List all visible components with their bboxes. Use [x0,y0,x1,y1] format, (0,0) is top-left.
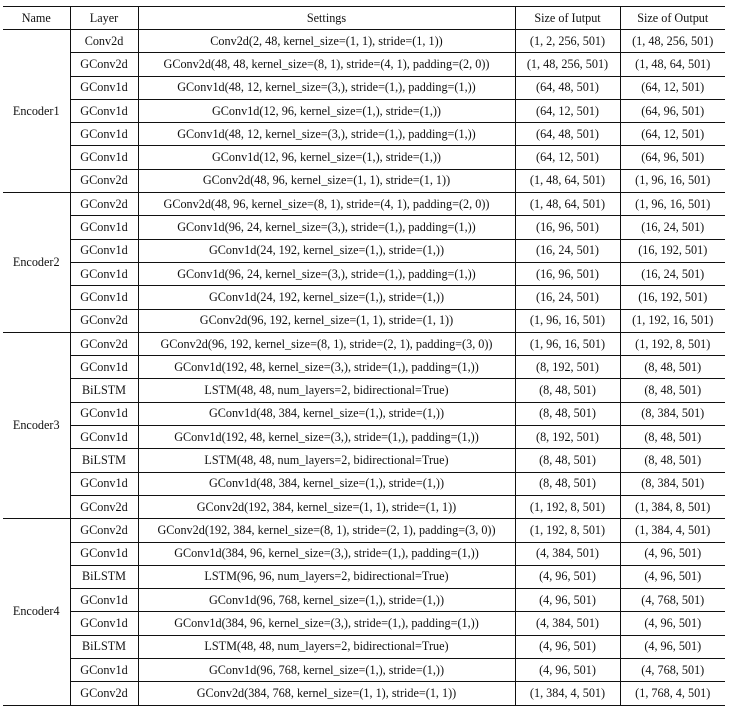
layer-settings: GConv2d(192, 384, kernel_size=(1, 1), stride=(1, 1)) [138,495,515,518]
layer-type: GConv1d [70,612,138,635]
input-size: (8, 48, 501) [515,472,620,495]
layer-settings: GConv1d(192, 48, kernel_size=(3,), stride=(1,), padding=(1,)) [138,356,515,379]
header-input-size: Size of Iutput [515,7,620,30]
output-size: (8, 48, 501) [620,426,725,449]
input-size: (16, 96, 501) [515,216,620,239]
output-size: (16, 24, 501) [620,216,725,239]
table-row [3,309,725,332]
layer-type: GConv2d [70,519,138,542]
output-size: (64, 12, 501) [620,123,725,146]
output-size: (64, 12, 501) [620,76,725,99]
table-header [3,7,725,30]
layer-settings: GConv1d(12, 96, kernel_size=(1,), stride=(1,)) [138,99,515,122]
table-row [3,495,725,518]
layer-settings: GConv2d(96, 192, kernel_size=(1, 1), stride=(1, 1)) [138,309,515,332]
layer-type: GConv2d [70,495,138,518]
layer-type: GConv2d [70,309,138,332]
layer-type: GConv1d [70,123,138,146]
table-row [3,99,725,122]
output-size: (4, 96, 501) [620,542,725,565]
input-size: (64, 12, 501) [515,99,620,122]
layer-settings: GConv2d(384, 768, kernel_size=(1, 1), stride=(1, 1)) [138,682,515,705]
table-row [3,682,725,705]
table-row [3,239,725,262]
table-row [3,356,725,379]
output-size: (1, 192, 8, 501) [620,332,725,355]
layer-type: GConv1d [70,542,138,565]
layer-type: GConv2d [70,682,138,705]
table-row [3,76,725,99]
output-size: (4, 768, 501) [620,589,725,612]
encoder-name: Encoder1 [3,30,70,193]
layer-settings: LSTM(96, 96, num_layers=2, bidirectional=True) [138,565,515,588]
layer-type: GConv2d [70,332,138,355]
output-size: (4, 96, 501) [620,565,725,588]
input-size: (4, 96, 501) [515,565,620,588]
layer-settings: GConv1d(12, 96, kernel_size=(1,), stride=(1,)) [138,146,515,169]
input-size: (4, 96, 501) [515,635,620,658]
layer-settings: GConv1d(48, 384, kernel_size=(1,), stride=(1,)) [138,472,515,495]
layer-settings: LSTM(48, 48, num_layers=2, bidirectional=True) [138,635,515,658]
header-output-size: Size of Output [637,10,709,25]
encoder-name: Encoder4 [3,519,70,705]
output-size: (1, 96, 16, 501) [620,169,725,192]
table-row [3,659,725,682]
output-size: (8, 384, 501) [620,402,725,425]
input-size: (4, 96, 501) [515,659,620,682]
layer-type: BiLSTM [70,565,138,588]
layer-type: GConv2d [70,169,138,192]
table-row [3,612,725,635]
layer-settings: LSTM(48, 48, num_layers=2, bidirectional=True) [138,379,515,402]
input-size: (64, 12, 501) [515,146,620,169]
layer-settings: GConv2d(48, 96, kernel_size=(8, 1), stride=(4, 1), padding=(2, 0)) [138,193,515,216]
encoder-name: Encoder2 [3,193,70,333]
output-size: (8, 48, 501) [620,449,725,472]
encoder-architecture-table [3,6,725,706]
output-size: (8, 384, 501) [620,472,725,495]
layer-settings: GConv1d(96, 24, kernel_size=(3,), stride=(1,), padding=(1,)) [138,262,515,285]
table-row [3,542,725,565]
layer-settings: GConv1d(24, 192, kernel_size=(1,), stride=(1,)) [138,286,515,309]
table-row [3,169,725,192]
table-row [3,332,725,355]
output-size: (16, 192, 501) [620,239,725,262]
table-row [3,426,725,449]
header-settings: Settings [138,7,515,30]
output-size: (64, 96, 501) [620,146,725,169]
input-size: (1, 2, 256, 501) [515,30,620,53]
input-size: (4, 384, 501) [515,612,620,635]
layer-type: GConv1d [70,659,138,682]
layer-settings: GConv1d(384, 96, kernel_size=(3,), stride=(1,), padding=(1,)) [138,542,515,565]
layer-type: GConv1d [70,99,138,122]
layer-settings: GConv2d(192, 384, kernel_size=(8, 1), stride=(2, 1), padding=(3, 0)) [138,519,515,542]
layer-type: BiLSTM [70,635,138,658]
table-row [3,449,725,472]
layer-settings: GConv1d(24, 192, kernel_size=(1,), stride=(1,)) [138,239,515,262]
layer-type: BiLSTM [70,449,138,472]
layer-settings: GConv2d(48, 96, kernel_size=(1, 1), stride=(1, 1)) [138,169,515,192]
table-row [3,146,725,169]
layer-type: GConv1d [70,76,138,99]
input-size: (16, 24, 501) [515,286,620,309]
table-row [3,216,725,239]
input-size: (1, 96, 16, 501) [515,309,620,332]
input-size: (8, 48, 501) [515,379,620,402]
layer-type: BiLSTM [70,379,138,402]
table-row [3,262,725,285]
input-size: (4, 384, 501) [515,542,620,565]
input-size: (8, 192, 501) [515,356,620,379]
layer-type: GConv2d [70,53,138,76]
layer-type: GConv1d [70,589,138,612]
table-row [3,472,725,495]
input-size: (1, 96, 16, 501) [515,332,620,355]
header-name: Name [3,7,70,30]
output-size: (1, 384, 4, 501) [620,519,725,542]
output-size: (1, 96, 16, 501) [620,193,725,216]
table-row [3,519,725,542]
output-size: (1, 48, 64, 501) [620,53,725,76]
input-size: (4, 96, 501) [515,589,620,612]
output-size: (16, 192, 501) [620,286,725,309]
table-row [3,286,725,309]
output-size: (1, 192, 16, 501) [620,309,725,332]
table-row [3,589,725,612]
layer-settings: GConv1d(96, 768, kernel_size=(1,), stride=(1,)) [138,659,515,682]
table-body [3,30,725,706]
output-size: (1, 768, 4, 501) [620,682,725,705]
layer-settings: GConv1d(48, 12, kernel_size=(3,), stride=(1,), padding=(1,)) [138,123,515,146]
table-row [3,565,725,588]
layer-type: Conv2d [70,30,138,53]
table-row [3,53,725,76]
output-size: (4, 768, 501) [620,659,725,682]
layer-type: GConv1d [70,426,138,449]
input-size: (16, 96, 501) [515,262,620,285]
layer-type: GConv1d [70,262,138,285]
header-layer: Layer [70,7,138,30]
input-size: (8, 48, 501) [515,449,620,472]
input-size: (1, 48, 64, 501) [515,169,620,192]
header-row [3,7,725,30]
output-size: (4, 96, 501) [620,635,725,658]
layer-type: GConv1d [70,239,138,262]
input-size: (8, 48, 501) [515,402,620,425]
layer-type: GConv1d [70,472,138,495]
table-row [3,30,725,53]
layer-settings: LSTM(48, 48, num_layers=2, bidirectional=True) [138,449,515,472]
input-size: (64, 48, 501) [515,76,620,99]
layer-settings: GConv1d(48, 384, kernel_size=(1,), stride=(1,)) [138,402,515,425]
output-size: (4, 96, 501) [620,612,725,635]
layer-settings: Conv2d(2, 48, kernel_size=(1, 1), stride=(1, 1)) [138,30,515,53]
output-size: (64, 96, 501) [620,99,725,122]
table-row [3,193,725,216]
output-size: (1, 48, 256, 501) [620,30,725,53]
input-size: (64, 48, 501) [515,123,620,146]
output-size: (8, 48, 501) [620,379,725,402]
layer-type: GConv2d [70,193,138,216]
input-size: (16, 24, 501) [515,239,620,262]
encoder-name: Encoder3 [3,332,70,518]
table-row [3,379,725,402]
output-size: (16, 24, 501) [620,262,725,285]
layer-type: GConv1d [70,402,138,425]
layer-settings: GConv1d(48, 12, kernel_size=(3,), stride=(1,), padding=(1,)) [138,76,515,99]
input-size: (1, 192, 8, 501) [515,495,620,518]
layer-settings: GConv1d(96, 768, kernel_size=(1,), stride=(1,)) [138,589,515,612]
layer-settings: GConv2d(96, 192, kernel_size=(8, 1), stride=(2, 1), padding=(3, 0)) [138,332,515,355]
table-row [3,635,725,658]
layer-settings: GConv2d(48, 48, kernel_size=(8, 1), stride=(4, 1), padding=(2, 0)) [138,53,515,76]
layer-settings: GConv1d(96, 24, kernel_size=(3,), stride=(1,), padding=(1,)) [138,216,515,239]
output-size: (8, 48, 501) [620,356,725,379]
layer-type: GConv1d [70,356,138,379]
table-row [3,123,725,146]
layer-type: GConv1d [70,216,138,239]
layer-settings: GConv1d(192, 48, kernel_size=(3,), stride=(1,), padding=(1,)) [138,426,515,449]
input-size: (1, 48, 64, 501) [515,193,620,216]
input-size: (1, 48, 256, 501) [515,53,620,76]
layer-type: GConv1d [70,146,138,169]
layer-type: GConv1d [70,286,138,309]
input-size: (1, 384, 4, 501) [515,682,620,705]
output-size: (1, 384, 8, 501) [620,495,725,518]
input-size: (1, 192, 8, 501) [515,519,620,542]
layer-settings: GConv1d(384, 96, kernel_size=(3,), stride=(1,), padding=(1,)) [138,612,515,635]
input-size: (8, 192, 501) [515,426,620,449]
table-row [3,402,725,425]
